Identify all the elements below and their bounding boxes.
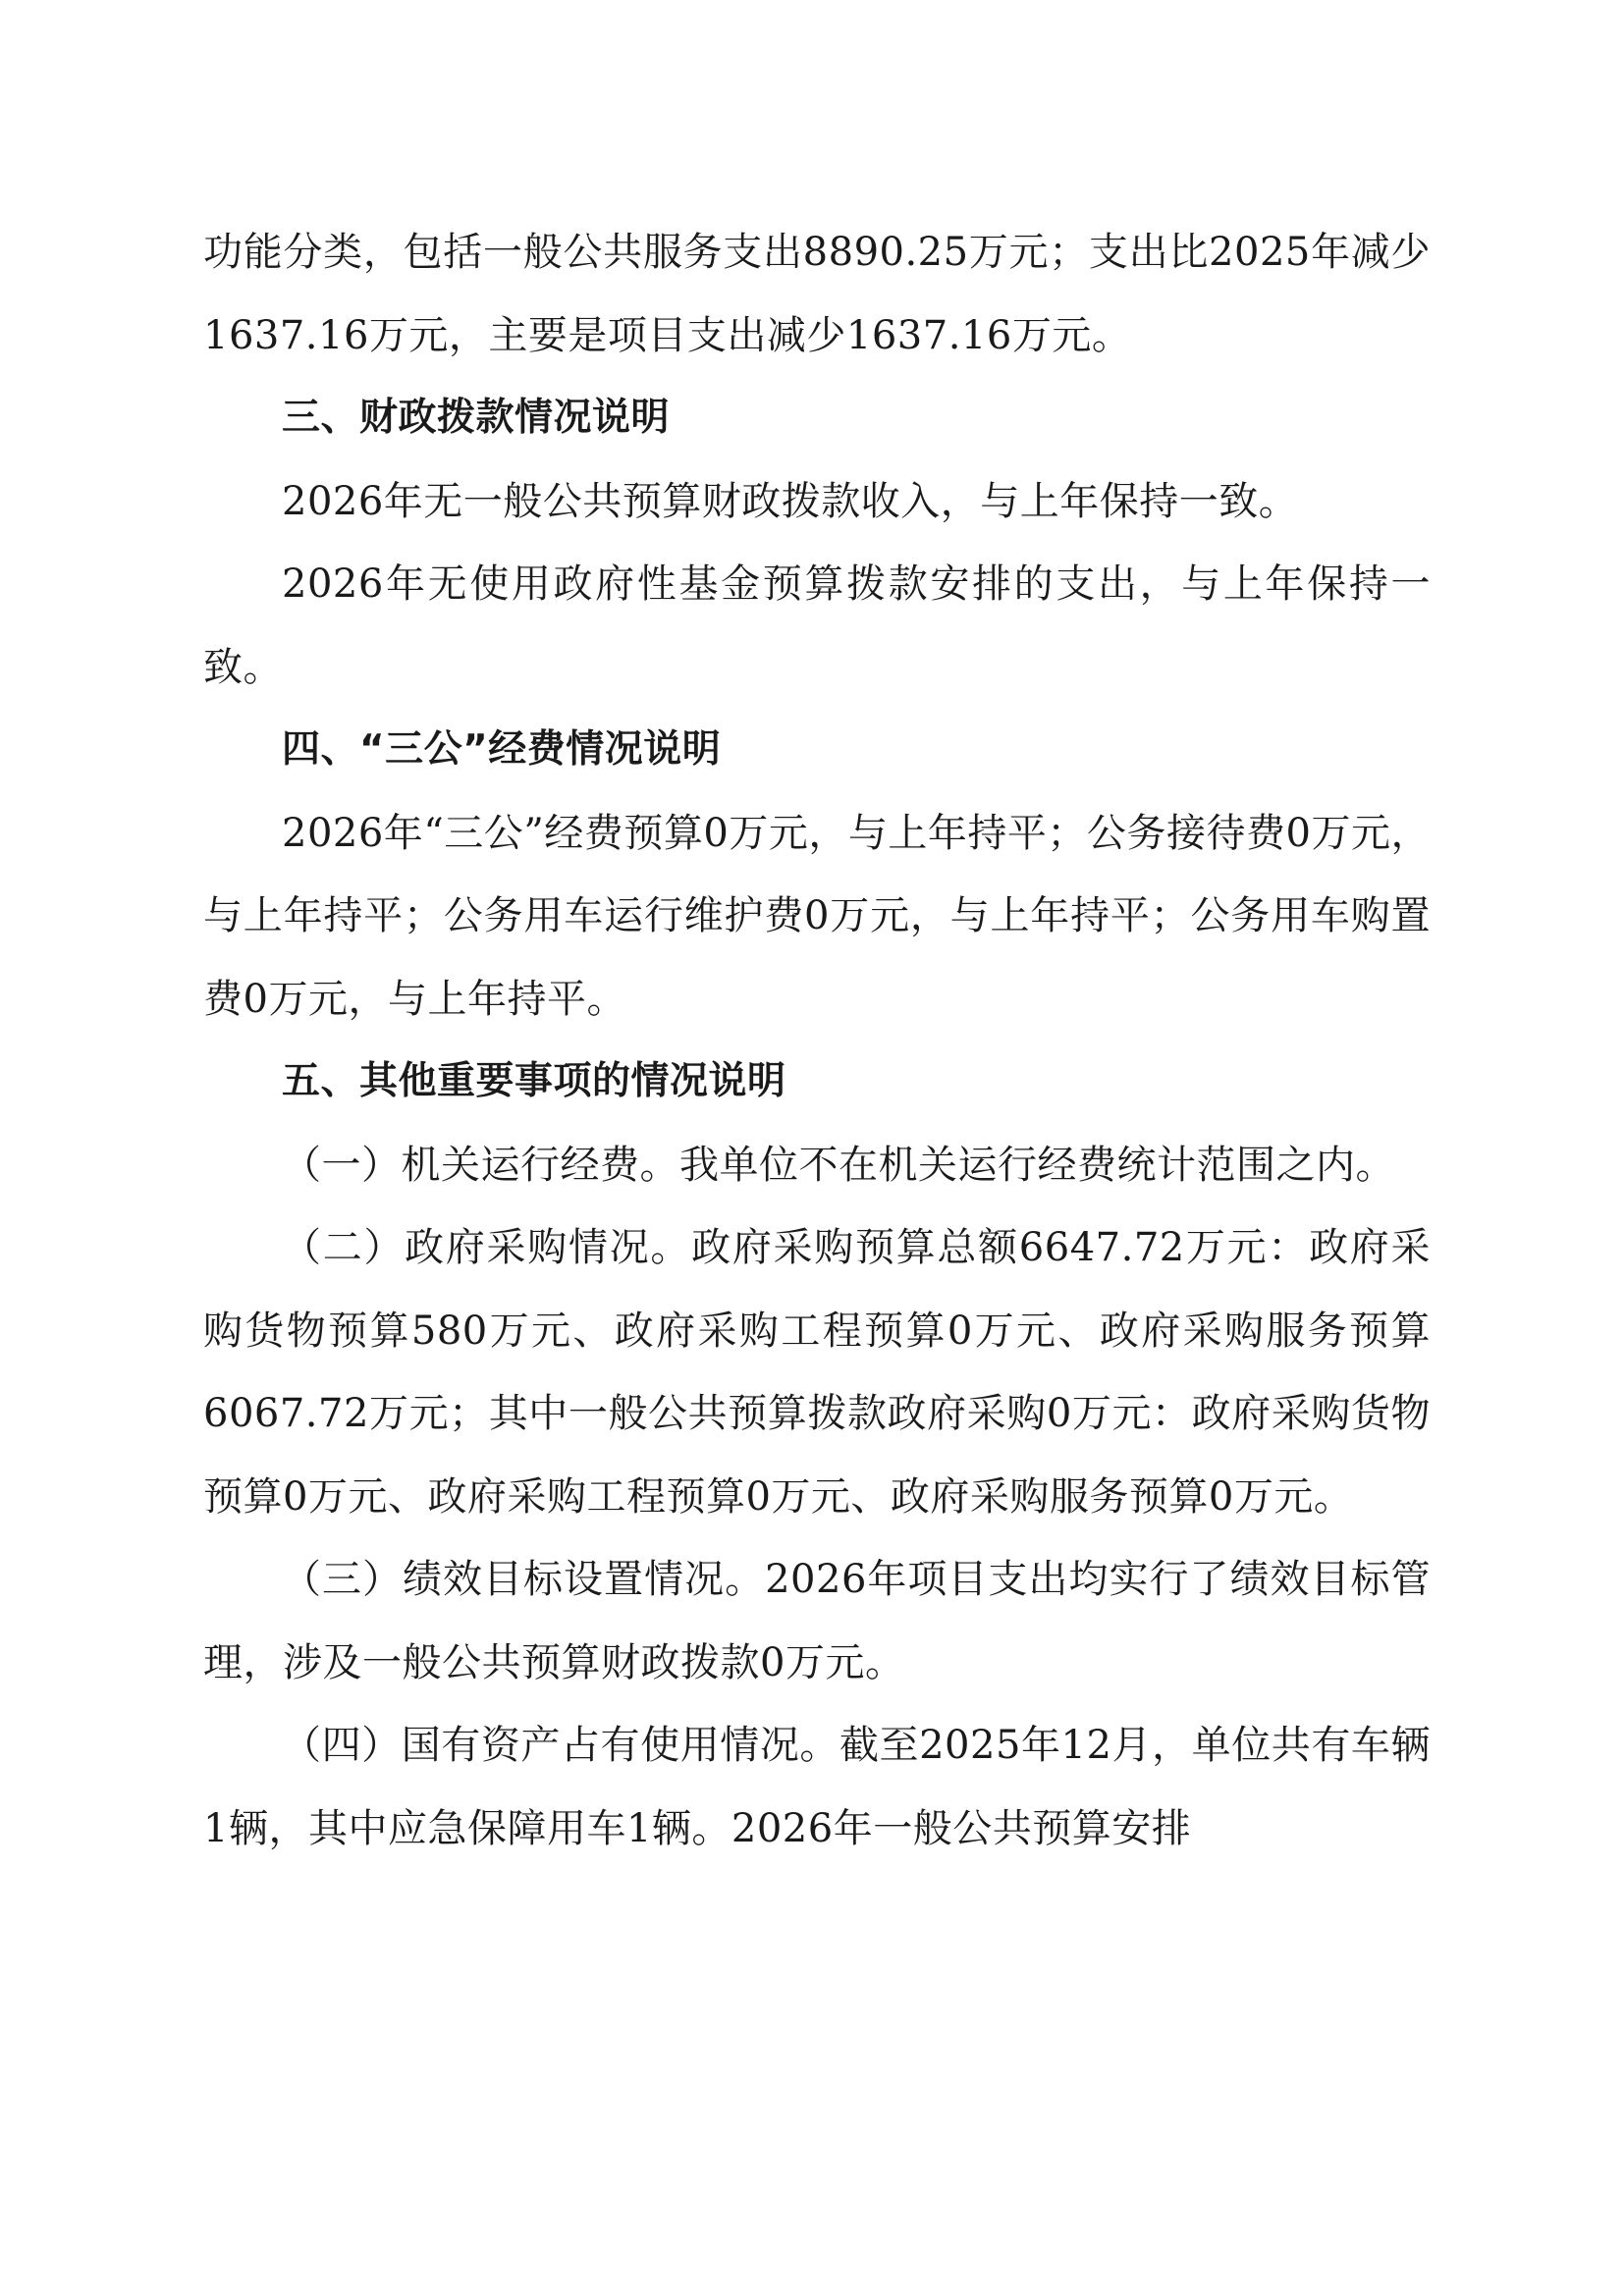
section-heading-fiscal-appropriation: 三、财政拨款情况说明 bbox=[282, 396, 671, 440]
paragraph-three-public-expenses: 2026年“三公”经费预算0万元，与上年持平；公务接待费0万元，与上年持平；公务用车运行维护费0万元，与上年持平；公务用车购置费0万元，与上年持平。 bbox=[203, 810, 1431, 1022]
paragraph-function-classification: 功能分类，包括一般公共服务支出8890.25万元；支出比2025年减少1637.16万元，主要是项目支出减少1637.16万元。 bbox=[203, 230, 1431, 358]
paragraph-government-fund: 2026年无使用政府性基金预算拨款安排的支出，与上年保持一致。 bbox=[203, 561, 1431, 690]
paragraph-performance-targets: （三）绩效目标设置情况。2026年项目支出均实行了绩效目标管理，涉及一般公共预算财政拨款0万元。 bbox=[203, 1557, 1431, 1685]
section-heading-other-matters: 五、其他重要事项的情况说明 bbox=[282, 1059, 786, 1103]
paragraph-operating-expenses: （一）机关运行经费。我单位不在机关运行经费统计范围之内。 bbox=[282, 1142, 1395, 1188]
section-heading-three-public-expenses: 四、“三公”经费情况说明 bbox=[282, 727, 722, 772]
document-body bbox=[203, 211, 1431, 1870]
paragraph-government-procurement: （二）政府采购情况。政府采购预算总额6647.72万元：政府采购货物预算580万元、政府采购工程预算0万元、政府采购服务预算6067.72万元；其中一般公共预算拨款政府采购0万元：政府采购货物预算0万元、政府采购工程预算0万元、政府采购服务预算0万元。 bbox=[203, 1225, 1431, 1520]
paragraph-general-budget: 2026年无一般公共预算财政拨款收入，与上年保持一致。 bbox=[282, 478, 1299, 524]
paragraph-state-assets: （四）国有资产占有使用情况。截至2025年12月，单位共有车辆1辆，其中应急保障用车1辆。2026年一般公共预算安排 bbox=[203, 1723, 1431, 1851]
